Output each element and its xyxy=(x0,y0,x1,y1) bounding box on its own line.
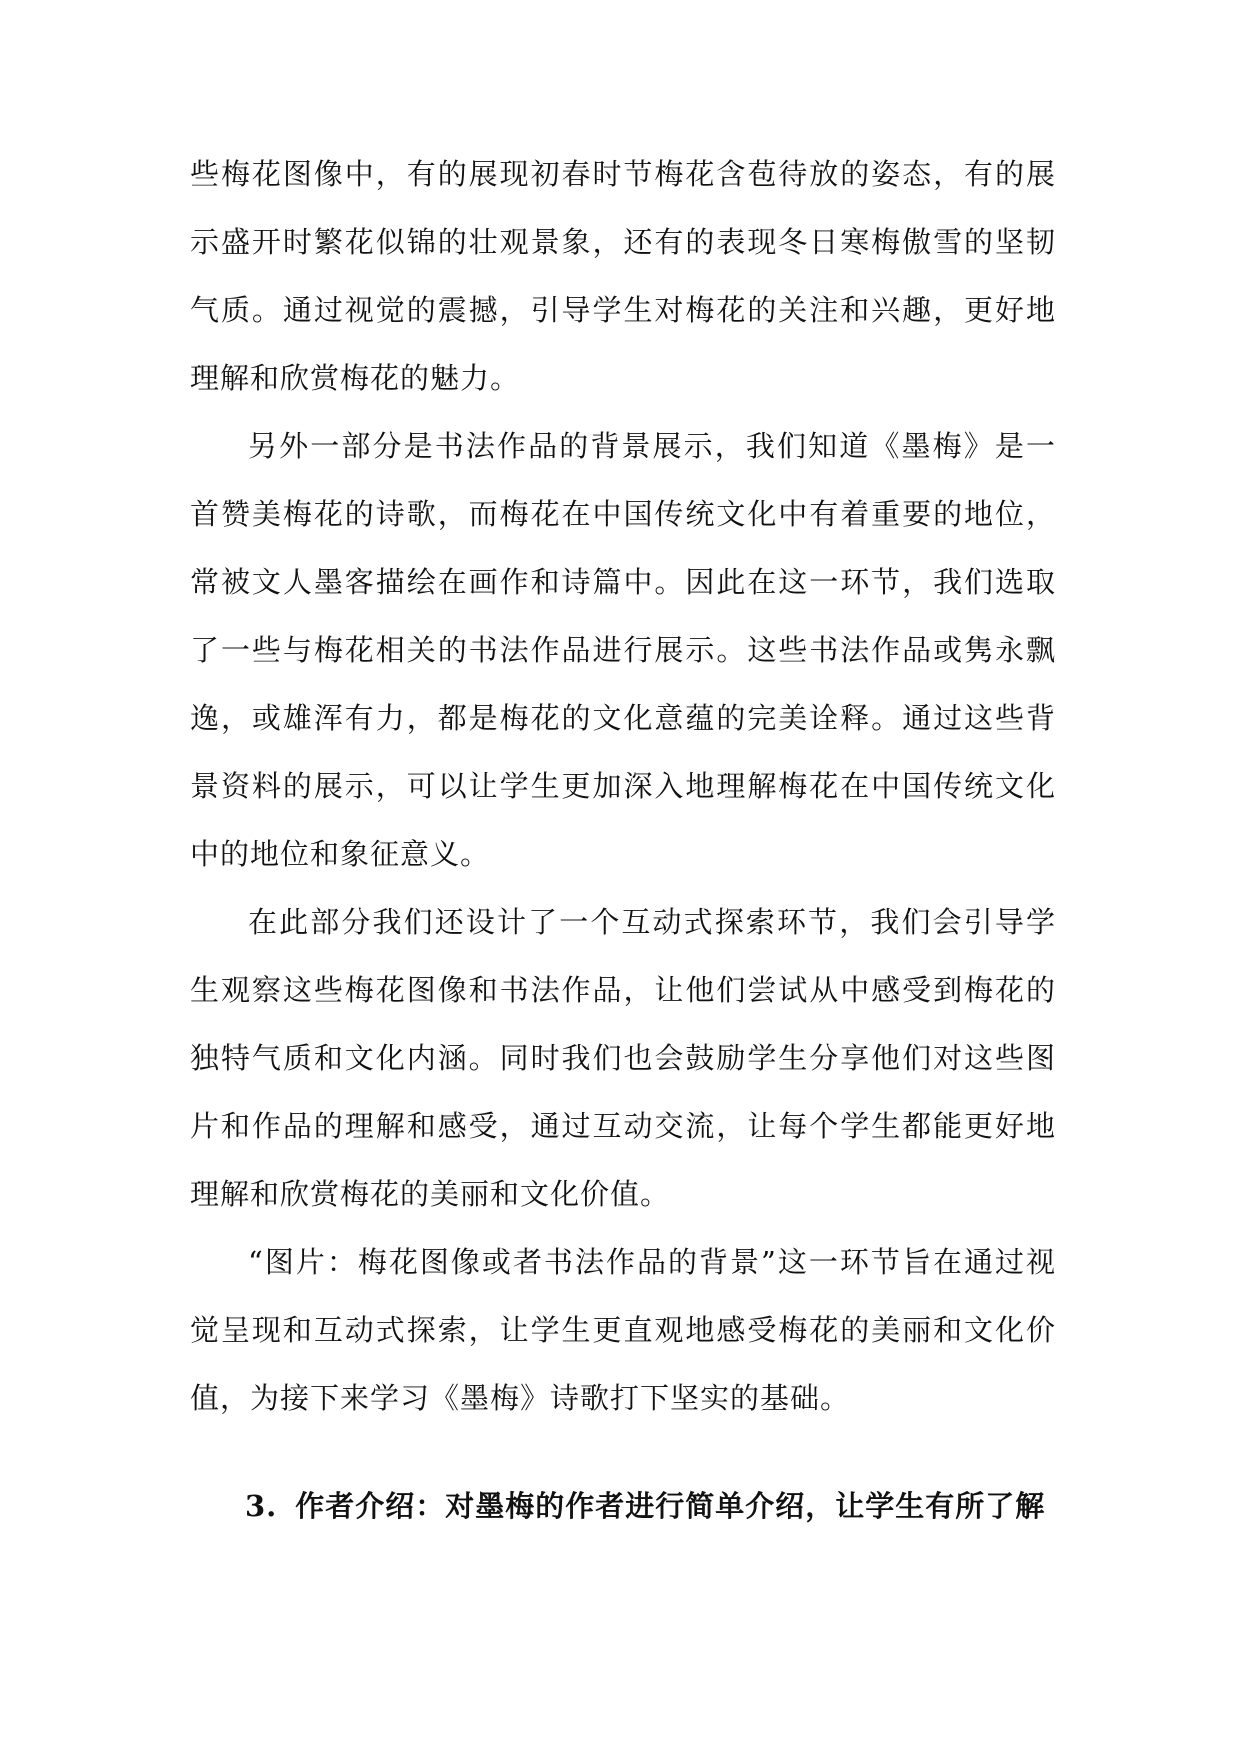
paragraph-calligraphy: 另外一部分是书法作品的背景展示，我们知道《墨梅》是一首赞美梅花的诗歌，而梅花在中国传统文化中有着重要的地位，常被文人墨客描绘在画作和诗篇中。因此在这一环节，我们选取了一些与梅花相关的书法作品进行展示。这些书法作品或隽永飘逸，或雄浑有力，都是梅花的文化意蕴的完美诠释。通过这些背景资料的展示，可以让学生更加深入地理解梅花在中国传统文化中的地位和象征意义。 xyxy=(190,429,1056,871)
paragraph-summary: “图片：梅花图像或者书法作品的背景”这一环节旨在通过视觉呈现和互动式探索，让学生更直观地感受梅花的美丽和文化价值，为接下来学习《墨梅》诗歌打下坚实的基础。 xyxy=(190,1245,1056,1415)
body-text xyxy=(190,140,1056,1432)
section-heading xyxy=(245,1486,1045,1526)
section-title: 作者介绍：对墨梅的作者进行简单介绍，让学生有所了解 xyxy=(295,1489,1046,1523)
paragraph-interactive: 在此部分我们还设计了一个互动式探索环节，我们会引导学生观察这些梅花图像和书法作品，让他们尝试从中感受到梅花的独特气质和文化内涵。同时我们也会鼓励学生分享他们对这些图片和作品的理解和感受，通过互动交流，让每个学生都能更好地理解和欣赏梅花的美丽和文化价值。 xyxy=(190,905,1056,1211)
paragraph-continuation: 些梅花图像中，有的展现初春时节梅花含苞待放的姿态，有的展示盛开时繁花似锦的壮观景象，还有的表现冬日寒梅傲雪的坚韧气质。通过视觉的震撼，引导学生对梅花的关注和兴趣，更好地理解和欣赏梅花的魅力。 xyxy=(190,157,1056,395)
section-number: 3. xyxy=(245,1489,278,1523)
